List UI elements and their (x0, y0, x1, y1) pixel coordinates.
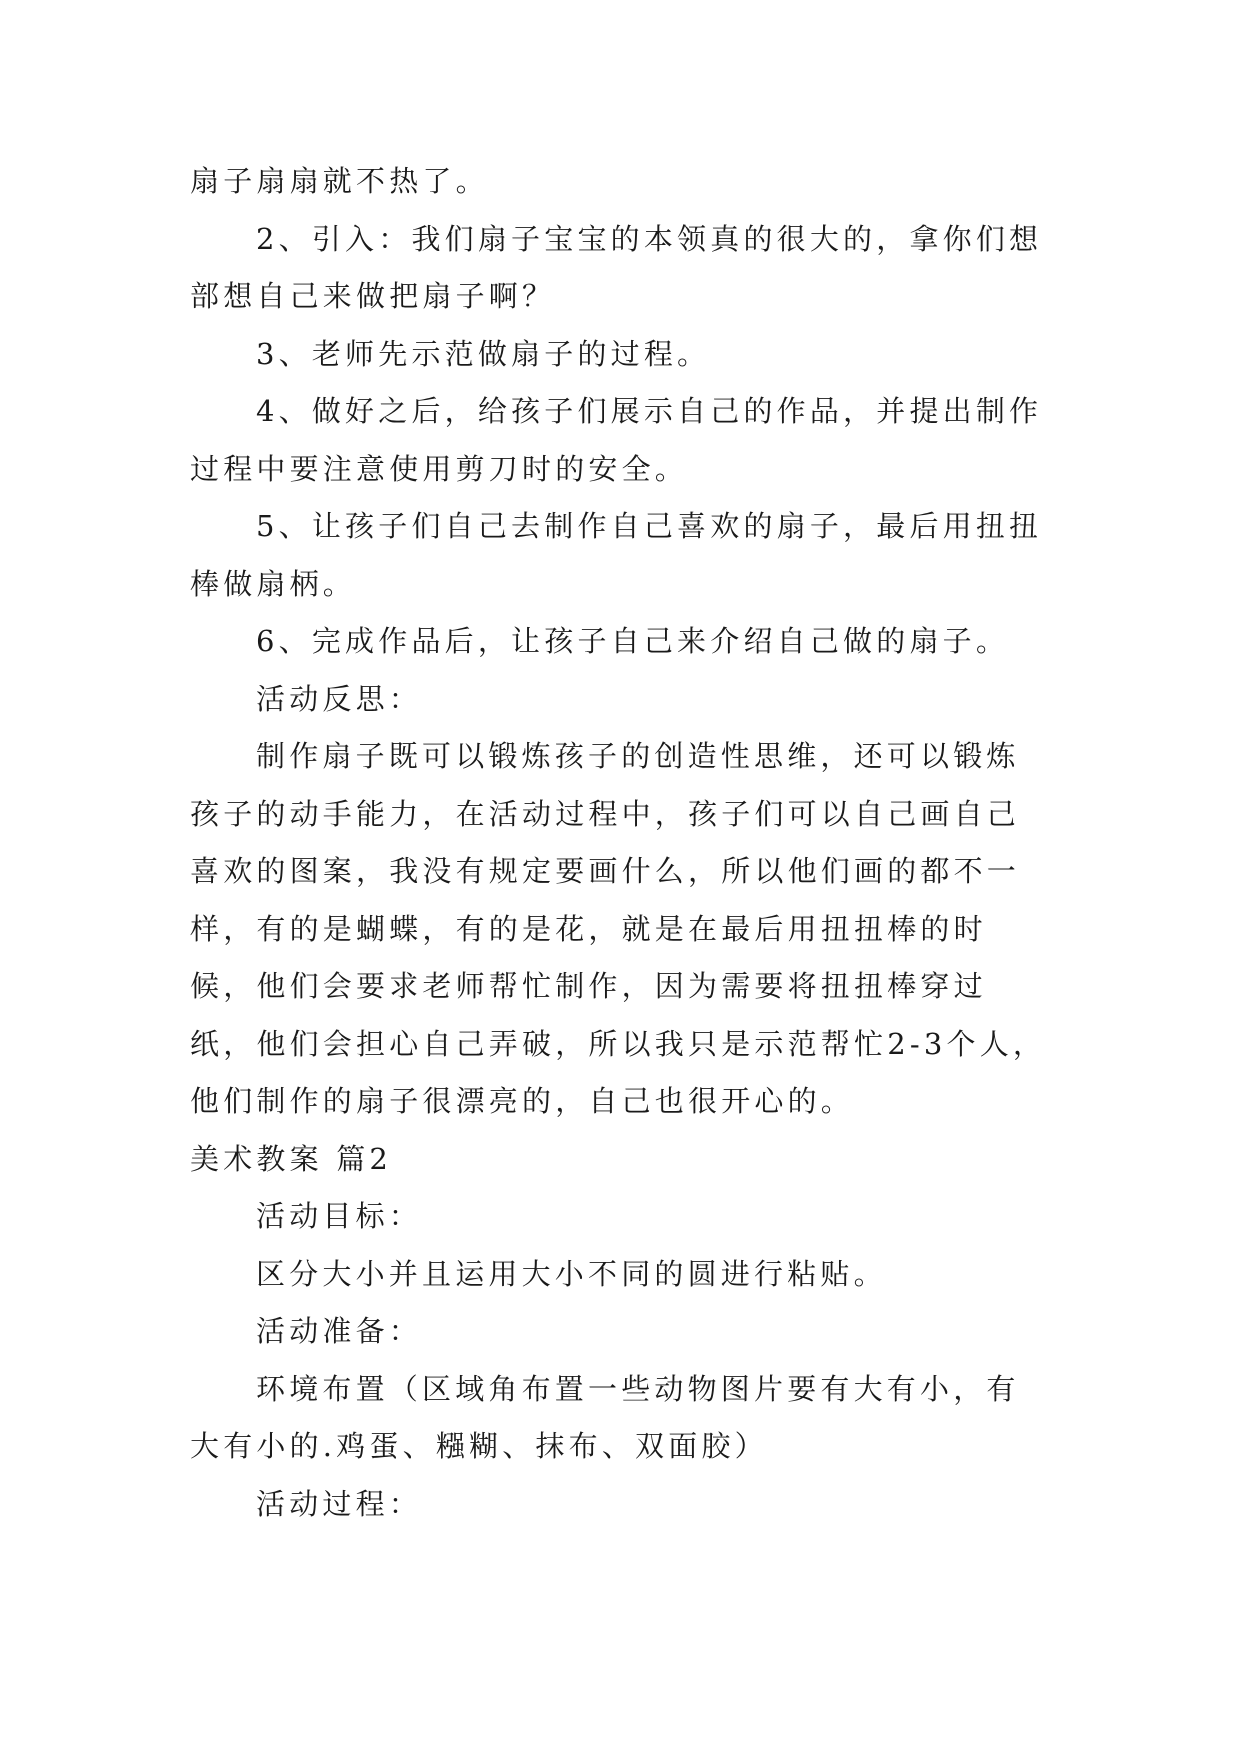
section-label: 活动目标： (256, 1199, 423, 1233)
paragraph: 制作扇子既可以锻炼孩子的创造性思维，还可以锻炼孩子的动手能力，在活动过程中，孩子们可以自己画自己喜欢的图案，我没有规定要画什么，所以他们画的都不一样，有的是蝴蝶，有的是花，就是在最后用扭扭棒的时候，他们会要求老师帮忙制作，因为需要将扭扭棒穿过纸，他们会担心自己弄破，所以我只是示范帮忙2-3个人，他们制作的扇子很漂亮的，自己也很开心的。 (190, 739, 1047, 1118)
paragraph: 区分大小并且运用大小不同的圆进行粘贴。 (256, 1256, 887, 1291)
paragraph: 4、做好之后，给孩子们展示自己的作品，并提出制作过程中要注意使用剪刀时的安全。 (190, 394, 1043, 486)
paragraph: 扇子扇扇就不热了。 (190, 164, 489, 198)
section-heading: 美术教案 篇2 (190, 1141, 393, 1176)
paragraph: 5、让孩子们自己去制作自己喜欢的扇子，最后用扭扭棒做扇柄。 (190, 509, 1043, 601)
paragraph: 3、老师先示范做扇子的过程。 (256, 336, 711, 371)
paragraph: 6、完成作品后，让孩子自己来介绍自己做的扇子。 (256, 624, 1010, 658)
section-label: 活动准备： (256, 1314, 423, 1348)
document-page (190, 153, 1050, 1533)
paragraph: 2、引入：我们扇子宝宝的本领真的很大的，拿你们想部想自己来做把扇子啊？ (190, 221, 1043, 313)
section-label: 活动反思： (256, 681, 423, 716)
paragraph: 环境布置（区域角布置一些动物图片要有大有小，有大有小的.鸡蛋、糨糊、抹布、双面胶） (190, 1371, 1020, 1463)
section-label: 活动过程： (256, 1486, 423, 1521)
